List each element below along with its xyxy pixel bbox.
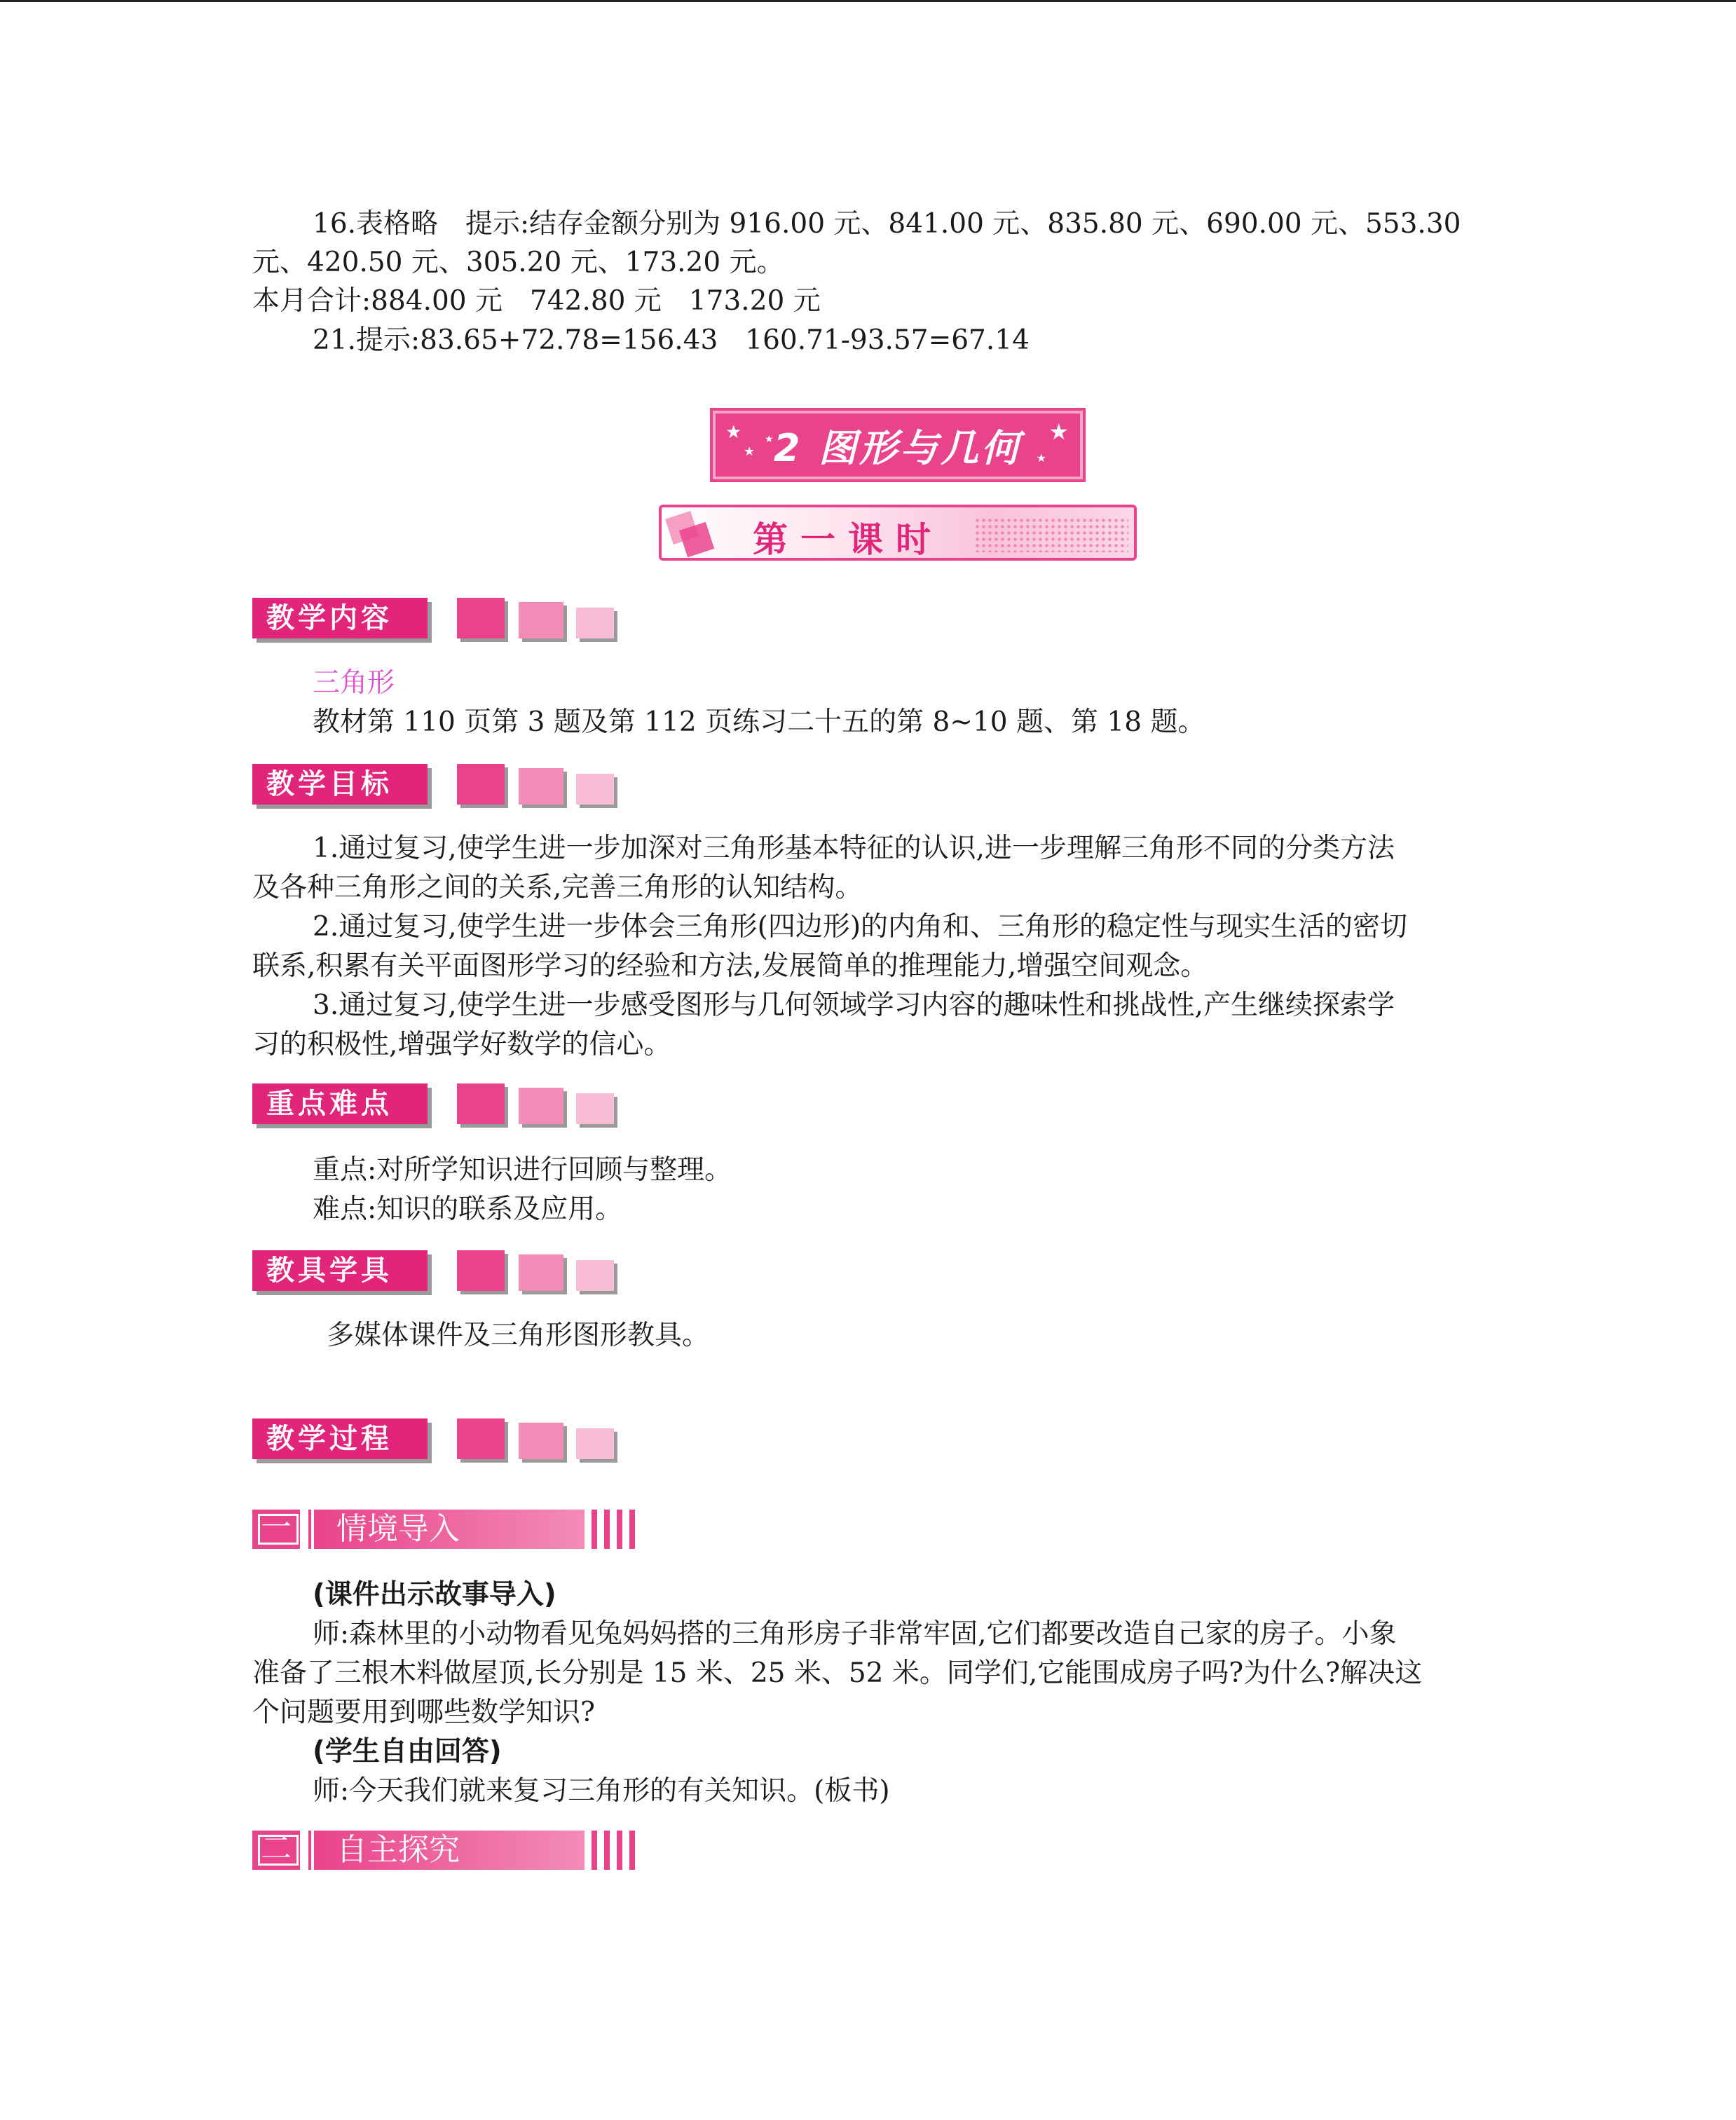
star-icon: ★ <box>744 444 756 459</box>
step-header-1 <box>252 1507 635 1552</box>
goal-line: 联系,积累有关平面图形学习的经验和方法,发展简单的推理能力,增强空间观念。 <box>252 950 1208 982</box>
unit-title: 2 图形与几何 <box>773 425 1023 470</box>
section-label: 教学内容 <box>252 598 428 638</box>
goal-line: 1.通过复习,使学生进一步加深对三角形基本特征的认识,进一步理解三角形不同的分类方法 <box>313 833 1395 864</box>
section-header-content <box>252 598 617 643</box>
topic-title: 三角形 <box>313 667 395 699</box>
key-point: 重点:对所学知识进行回顾与整理。 <box>313 1154 732 1186</box>
step-title: 情境导入 <box>336 1511 460 1547</box>
goal-line: 2.通过复习,使学生进一步体会三角形(四边形)的内角和、三角形的稳定性与现实生活的密切 <box>313 911 1408 943</box>
step-note: (学生自由回答) <box>313 1736 502 1767</box>
difficult-point: 难点:知识的联系及应用。 <box>313 1194 623 1225</box>
step-number: 二 <box>252 1831 304 1870</box>
content-text: 教材第 110 页第 3 题及第 112 页练习二十五的第 8~10 题、第 18 题。 <box>313 706 1205 738</box>
section-header-tools <box>252 1250 617 1295</box>
star-icon: ★ <box>725 422 742 443</box>
dialogue-line: 个问题要用到哪些数学知识? <box>252 1697 595 1728</box>
answer-line-16: 16.表格略 提示:结存金额分别为 916.00 元、841.00 元、835.80 元、690.00 元、553.30 <box>313 208 1461 240</box>
star-icon: ★ <box>765 434 774 445</box>
goal-line: 3.通过复习,使学生进一步感受图形与几何领域学习内容的趣味性和挑战性,产生继续探索学 <box>313 990 1395 1021</box>
page-top-rule <box>0 0 1736 2</box>
goal-line: 及各种三角形之间的关系,完善三角形的认知结构。 <box>252 872 863 903</box>
answer-monthly-total: 本月合计:884.00 元 742.80 元 173.20 元 <box>252 285 821 317</box>
unit-banner <box>713 411 1083 479</box>
step-note: (课件出示故事导入) <box>313 1579 556 1610</box>
section-label: 教具学具 <box>252 1250 428 1291</box>
step-number: 一 <box>252 1510 304 1549</box>
step-header-2 <box>252 1828 635 1873</box>
section-header-goals <box>252 764 617 809</box>
section-label: 教学目标 <box>252 764 428 805</box>
dialogue-line: 准备了三根木料做屋顶,长分别是 15 米、25 米、52 米。同学们,它能围成房子吗?为什么?解决这 <box>252 1657 1423 1689</box>
lesson-banner <box>659 505 1137 561</box>
section-header-process <box>252 1418 617 1463</box>
step-title: 自主探究 <box>336 1832 460 1868</box>
answer-line-21: 21.提示:83.65+72.78=156.43 160.71-93.57=67.14 <box>313 324 1030 356</box>
lesson-title: 第一课时 <box>753 519 943 560</box>
star-icon: ★ <box>1048 418 1069 445</box>
star-icon: ★ <box>1036 451 1046 465</box>
section-label: 重点难点 <box>252 1083 428 1124</box>
section-label: 教学过程 <box>252 1418 428 1459</box>
goal-line: 习的积极性,增强学好数学的信心。 <box>252 1029 671 1060</box>
answer-line-16-cont: 元、420.50 元、305.20 元、173.20 元。 <box>252 247 784 278</box>
dialogue-line: 师:森林里的小动物看见兔妈妈搭的三角形房子非常牢固,它们都要改造自己家的房子。小象 <box>313 1618 1397 1650</box>
dialogue-line: 师:今天我们就来复习三角形的有关知识。(板书) <box>313 1775 890 1807</box>
section-header-key-points <box>252 1083 617 1128</box>
tools-text: 多媒体课件及三角形图形教具。 <box>327 1320 710 1351</box>
